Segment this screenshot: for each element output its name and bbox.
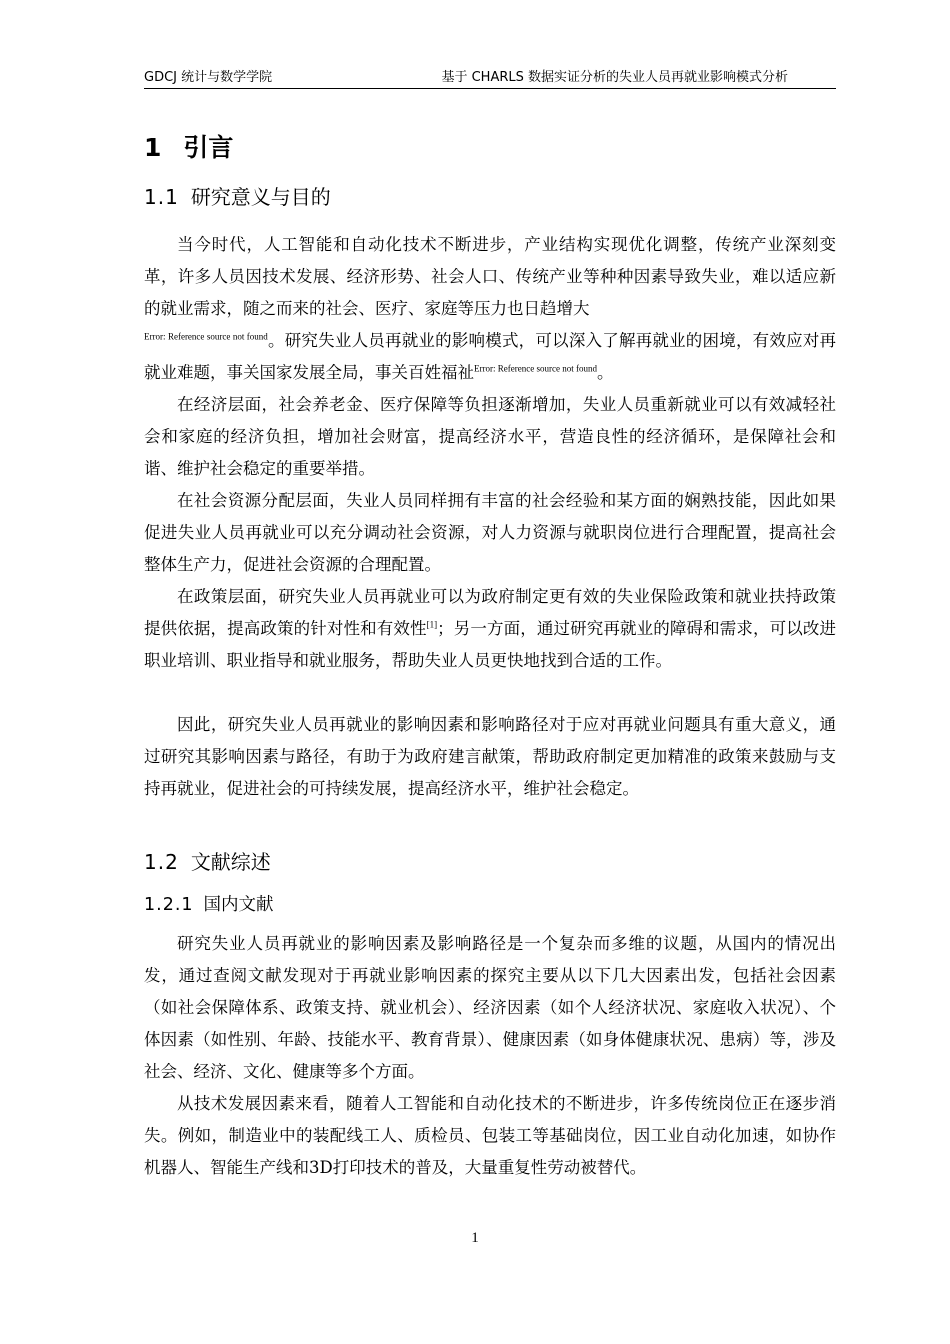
paragraph-1-text-c: 。 [596, 363, 614, 382]
section-1-2-1-heading [144, 891, 274, 916]
section-1-1-number: 1.1 [144, 185, 179, 209]
reference-error-2: Error: Reference source not found [474, 363, 597, 374]
paragraph-7: 从技术发展因素来看，随着人工智能和自动化技术的不断进步，许多传统岗位正在逐步消失。例如，制造业中的装配线工人、质检员、包装工等基础岗位，因工业自动化加速，如协作机器人、智能生产线和3D打印技术的普及，大量重复性劳动被替代。 [144, 1094, 836, 1177]
header-institution: GDCJ 统计与数学学院 [144, 70, 273, 85]
reference-error-1: Error: Reference source not found [144, 331, 268, 342]
paragraph-4 [144, 581, 836, 677]
paragraph-3: 在社会资源分配层面，失业人员同样拥有丰富的社会经验和某方面的娴熟技能，因此如果促进失业人员再就业可以充分调动社会资源，对人力资源与就职岗位进行合理配置，提高社会整体生产力，促进社会资源的合理配置。 [144, 491, 836, 574]
paragraph-1-text-b: 。研究失业人员再就业的影响模式，可以深入了解再就业的困境，有效应对再就业难题，事关国家发展全局，事关百姓福祉 [144, 331, 836, 382]
paragraph-4-text-b: ；另一方面，通过研究再就业的障碍和需求，可以改进职业培训、职业指导和就业服务，帮助失业人员更快地找到合适的工作。 [144, 619, 836, 670]
section-1-2-number: 1.2 [144, 850, 179, 874]
section-1-2-1-title: 国内文献 [203, 895, 274, 915]
paragraph-1-text-a: 当今时代，人工智能和自动化技术不断进步，产业结构实现优化调整，传统产业深刻变革，许多人员因技术发展、经济形势、社会人口、传统产业等种种因素导致失业，难以适应新的就业需求，随之而来的社会、医疗、家庭等压力也日趋增大 [144, 235, 836, 318]
section-1-number: 1 [144, 133, 162, 162]
header-thesis-title: 基于 CHARLS 数据实证分析的失业人员再就业影响模式分析 [441, 70, 788, 85]
section-1-2-heading [144, 846, 271, 875]
paragraph-5: 因此，研究失业人员再就业的影响因素和影响路径对于应对再就业问题具有重大意义，通过研究其影响因素与路径，有助于为政府建言献策，帮助政府制定更加精准的政策来鼓励与支持再就业，促进社会的可持续发展，提高经济水平，维护社会稳定。 [144, 715, 836, 798]
section-1-1-title: 研究意义与目的 [190, 185, 331, 209]
section-1-title: 引言 [183, 133, 234, 162]
section-1-1-heading [144, 181, 331, 210]
paragraph-1 [144, 229, 836, 389]
section-1-heading [144, 128, 233, 164]
page-number: 1 [471, 1230, 479, 1246]
paragraph-4-text-a: 在政策层面，研究失业人员再就业可以为政府制定更有效的失业保险政策和就业扶持政策提供依据，提高政策的针对性和有效性 [144, 587, 836, 638]
paragraph-2: 在经济层面，社会养老金、医疗保障等负担逐渐增加，失业人员重新就业可以有效减轻社会和家庭的经济负担，增加社会财富，提高经济水平，营造良性的经济循环，是保障社会和谐、维护社会稳定的重要举措。 [144, 395, 836, 478]
paragraph-6: 研究失业人员再就业的影响因素及影响路径是一个复杂而多维的议题，从国内的情况出发，通过查阅文献发现对于再就业影响因素的探究主要从以下几大因素出发，包括社会因素（如社会保障体系、政策支持、就业机会）、经济因素（如个人经济状况、家庭收入状况）、个体因素（如性别、年龄、技能水平、教育背景）、健康因素（如身体健康状况、患病）等，涉及社会、经济、文化、健康等多个方面。 [144, 934, 836, 1081]
section-1-2-1-number: 1.2.1 [144, 895, 194, 915]
running-header [144, 62, 836, 89]
section-1-2-title: 文献综述 [190, 850, 271, 874]
citation-1: [1] [426, 619, 438, 630]
